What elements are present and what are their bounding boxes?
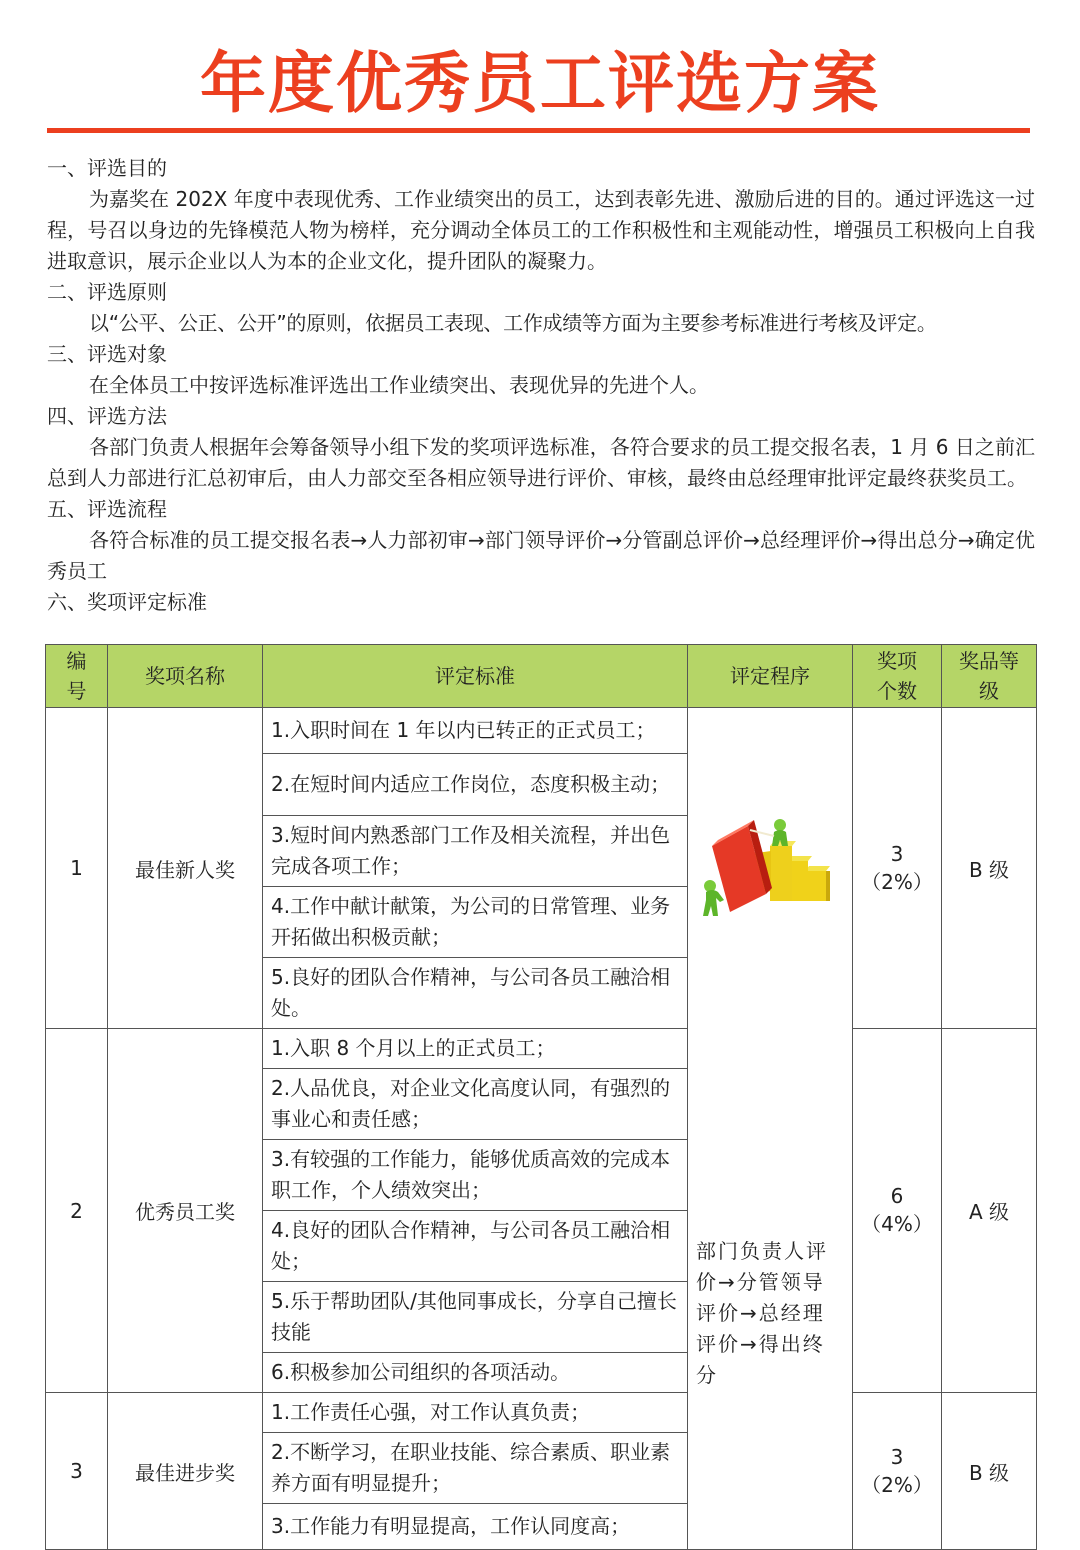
criteria-item: 5.良好的团队合作精神，与公司各员工融洽相处。 — [263, 958, 688, 1029]
header-award-name: 奖项名称 — [108, 645, 263, 708]
award-no: 2 — [46, 1029, 108, 1393]
section-heading: 六、奖项评定标准 — [47, 590, 207, 614]
award-name: 最佳新人奖 — [108, 708, 263, 1029]
section-text: 各部门负责人根据年会筹备领导小组下发的奖项评选标准，各符合要求的员工提交报名表，1 月 6 日之前汇总到人力部进行汇总初审后，由人力部交至各相应领导进行评价、审核，最终由总经理审批评定最终获奖员工。 — [47, 435, 1035, 490]
criteria-item: 3.工作能力有明显提高，工作认同度高； — [263, 1504, 688, 1550]
criteria-item: 1.入职时间在 1 年以内已转正的正式员工； — [263, 708, 688, 754]
page-title: 年度优秀员工评选方案 — [200, 44, 880, 122]
award-standards-table — [45, 644, 1037, 1550]
table-row — [46, 708, 1037, 754]
count-percent: （2%） — [861, 869, 933, 894]
award-count — [853, 1393, 942, 1550]
criteria-item: 2.人品优良，对企业文化高度认同，有强烈的事业心和责任感； — [263, 1069, 688, 1140]
document-body — [47, 153, 1035, 618]
section-text: 为嘉奖在 202X 年度中表现优秀、工作业绩突出的员工，达到表彰先进、激励后进的目的。通过评选这一过程，号召以身边的先锋模范人物为榜样，充分调动全体员工的工作积极性和主观能动性，增强员工积极向上自我进取意识，展示企业以人为本的企业文化，提升团队的凝聚力。 — [47, 187, 1035, 273]
section-heading: 五、评选流程 — [47, 497, 167, 521]
award-count — [853, 1029, 942, 1393]
section-purpose — [47, 153, 1035, 277]
header-process: 评定程序 — [688, 645, 853, 708]
process-text: 部门负责人评价→分管领导评价→总经理评价→得出终分 — [696, 1239, 828, 1387]
criteria-item: 6.积极参加公司组织的各项活动。 — [263, 1353, 688, 1393]
section-heading: 二、评选原则 — [47, 280, 167, 304]
award-grade: B 级 — [942, 1393, 1037, 1550]
section-method — [47, 401, 1035, 494]
section-flow — [47, 494, 1035, 587]
header-count: 奖项个数 — [853, 645, 942, 708]
header-grade: 奖品等级 — [942, 645, 1037, 708]
award-no: 3 — [46, 1393, 108, 1550]
section-standards — [47, 587, 1035, 618]
award-grade: A 级 — [942, 1029, 1037, 1393]
table-row — [46, 1029, 1037, 1069]
table-header-row — [46, 645, 1037, 708]
header-criteria: 评定标准 — [263, 645, 688, 708]
criteria-item: 2.不断学习，在职业技能、综合素质、职业素养方面有明显提升； — [263, 1433, 688, 1504]
criteria-item: 3.短时间内熟悉部门工作及相关流程，并出色完成各项工作； — [263, 816, 688, 887]
award-name: 优秀员工奖 — [108, 1029, 263, 1393]
criteria-item: 1.入职 8 个月以上的正式员工； — [263, 1029, 688, 1069]
award-no: 1 — [46, 708, 108, 1029]
section-text: 各符合标准的员工提交报名表→人力部初审→部门领导评价→分管副总评价→总经理评价→得出总分→确定优秀员工 — [47, 528, 1035, 583]
criteria-item: 4.良好的团队合作精神，与公司各员工融洽相处； — [263, 1211, 688, 1282]
section-heading: 三、评选对象 — [47, 342, 167, 366]
count-percent: （4%） — [861, 1212, 933, 1236]
section-target — [47, 339, 1035, 401]
count-value: 3 — [890, 1444, 904, 1469]
criteria-item: 5.乐于帮助团队/其他同事成长，分享自己擅长技能 — [263, 1282, 688, 1353]
criteria-item: 1.工作责任心强，对工作认真负责； — [263, 1393, 688, 1433]
count-value: 3 — [890, 841, 904, 866]
criteria-item: 2.在短时间内适应工作岗位，态度积极主动； — [263, 754, 688, 816]
count-percent: （2%） — [861, 1472, 933, 1497]
count-value: 6 — [890, 1184, 904, 1208]
title-divider — [47, 128, 1030, 133]
process-cell — [688, 708, 853, 1550]
award-name: 最佳进步奖 — [108, 1393, 263, 1550]
growth-chart-icon — [700, 816, 840, 936]
table-row — [46, 1393, 1037, 1433]
section-heading: 四、评选方法 — [47, 404, 167, 428]
header-no: 编号 — [46, 645, 108, 708]
award-grade: B 级 — [942, 708, 1037, 1029]
section-text: 以“公平、公正、公开”的原则，依据员工表现、工作成绩等方面为主要参考标准进行考核及评定。 — [89, 311, 937, 335]
award-count — [853, 708, 942, 1029]
criteria-item: 3.有较强的工作能力，能够优质高效的完成本职工作，个人绩效突出； — [263, 1140, 688, 1211]
section-heading: 一、评选目的 — [47, 156, 167, 180]
section-text: 在全体员工中按评选标准评选出工作业绩突出、表现优异的先进个人。 — [89, 373, 709, 397]
criteria-item: 4.工作中献计献策，为公司的日常管理、业务开拓做出积极贡献； — [263, 887, 688, 958]
section-principle — [47, 277, 1035, 339]
